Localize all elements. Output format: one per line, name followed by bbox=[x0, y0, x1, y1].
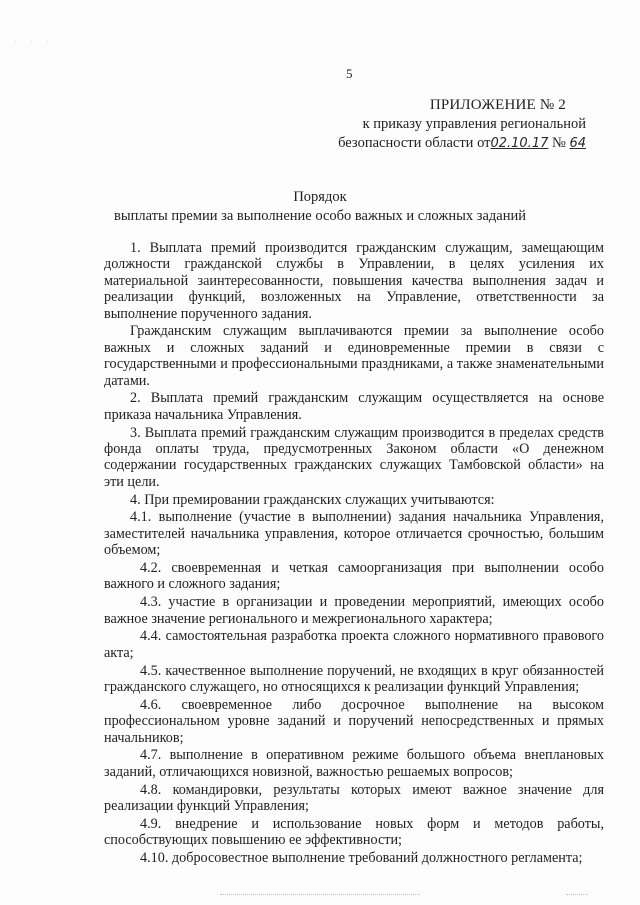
paragraph: 4.4. самостоятельная разработка проекта сложного нормативного правового акта; bbox=[104, 628, 604, 661]
document-body bbox=[104, 240, 604, 868]
paragraph: 4.5. качественное выполнение поручений, не входящих в круг обязанностей гражданского служащего, но относящихся к реализации функций Управления; bbox=[104, 662, 604, 696]
handwritten-date: 02.10.17 bbox=[490, 136, 549, 151]
paragraph: 4.10. добросовестное выполнение требований должностного регламента; bbox=[140, 850, 583, 867]
handwritten-number: 64 bbox=[569, 136, 586, 151]
title-line2: выплаты премии за выполнение особо важных и сложных заданий bbox=[114, 208, 526, 224]
document-title bbox=[0, 188, 640, 226]
paragraph: 4.8. командировки, результаты которых имеют важное значение для реализации функций Управления; bbox=[104, 781, 604, 815]
paragraph: 4.3. участие в организации и проведении мероприятий, имеющих особо важное значение регионального и межрегионального характера; bbox=[104, 594, 604, 627]
paragraph: 2. Выплата премий гражданским служащим осуществляется на основе приказа начальника Управления. bbox=[104, 390, 604, 423]
paragraph: 4.2. своевременная и четкая самоорганизация при выполнении особо важного и сложного задания; bbox=[104, 560, 604, 593]
scan-footer-artifact bbox=[220, 894, 420, 898]
appendix-line1: к приказу управления региональной bbox=[362, 116, 586, 132]
title-line1: Порядок bbox=[293, 189, 347, 205]
paragraph: Гражданским служащим выплачиваются премии за выполнение особо важных и сложных заданий и единовременные премии в связи с государственными и профессиональными праздниками, а также знаменательными датами. bbox=[104, 323, 604, 389]
appendix-line2 bbox=[286, 134, 586, 153]
paragraph: 4.7. выполнение в оперативном режиме большого объема внеплановых заданий, отличающихся новизной, важностью решаемых вопросов; bbox=[104, 747, 604, 780]
number-label: № bbox=[551, 135, 566, 151]
appendix-heading: ПРИЛОЖЕНИЕ № 2 bbox=[429, 97, 566, 113]
scan-marks: · · · bbox=[14, 38, 55, 46]
paragraph: 3. Выплата премий гражданским служащим производится в пределах средств фонда оплаты труда, предусмотренных Законом области «О денежном содержании государственных гражданских служащих Тамбовской области» на эти цели. bbox=[104, 424, 604, 490]
appendix-block bbox=[286, 96, 586, 153]
paragraph: 4.9. внедрение и использование новых форм и методов работы, способствующих повышению ее эффективности; bbox=[104, 815, 604, 849]
scan-corner-artifact bbox=[566, 894, 588, 895]
paragraph: 4. При премировании гражданских служащих учитываются: bbox=[130, 491, 495, 508]
paragraph: 4.6. своевременное либо досрочное выполнение на высоком профессиональном уровне заданий и поручений непосредственных и прямых начальников; bbox=[104, 696, 604, 746]
paragraph: 4.1. выполнение (участие в выполнении) задания начальника Управления, заместителей начальника управления, которое отличается срочностью, большим объемом; bbox=[104, 509, 604, 559]
appendix-line2-prefix: безопасности области от bbox=[338, 135, 491, 151]
page-number: 5 bbox=[346, 66, 353, 81]
paragraph: 1. Выплата премий производится гражданским служащим, замещающим должности гражданской службы в Управлении, в целях усиления их материальной заинтересованности, повышения качества выполнения задач и реализации функций, возложенных на Управление, ответственности за выполнение порученного задания. bbox=[104, 240, 604, 322]
